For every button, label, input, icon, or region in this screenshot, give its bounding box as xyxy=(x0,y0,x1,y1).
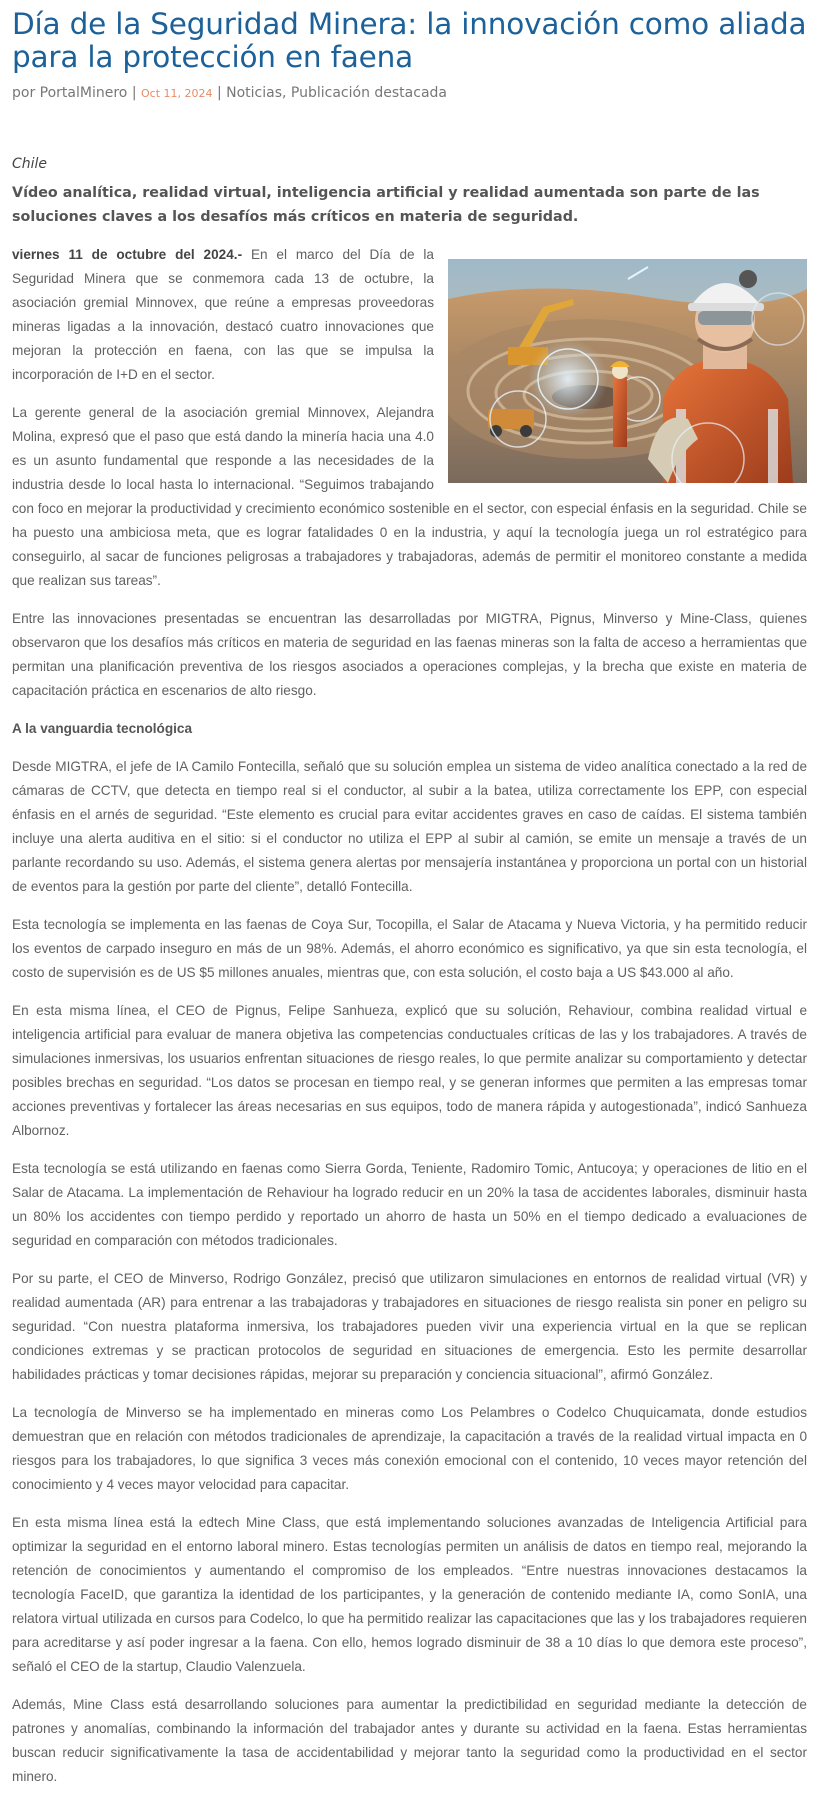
article-image xyxy=(448,259,807,483)
region-label: Chile xyxy=(12,156,48,172)
paragraph-1-text: En el marco del Día de la Seguridad Minera que se conmemora cada 13 de octubre, la asociación gremial Minnovex, que reúne a empresas proveedoras mineras ligadas a la innovación, destacó cuatro innovaciones que mejoran la protección en faena, con las que se impulsa la incorporación de I+D en el sector. xyxy=(12,247,434,382)
miner-vr-illustration xyxy=(448,259,807,483)
paragraph-5: Esta tecnología se implementa en las faenas de Coya Sur, Tocopilla, el Salar de Atacama y Nueva Victoria, y ha permitido reducir los eventos de carpado inseguro en más de un 98%. Además, el ahorro económico es significativo, ya que sin esta tecnología, el costo de supervisión es de US $5 millones anuales, mientras que, con esta solución, el costo baja a US $43.000 al año. xyxy=(12,917,807,980)
paragraph-8: Por su parte, el CEO de Minverso, Rodrigo González, precisó que utilizaron simulaciones en entornos de realidad virtual (VR) y realidad aumentada (AR) para entrenar a las trabajadoras y trabajadores en situaciones de riesgo realista sin poner en peligro su seguridad. “Con nuestra plataforma inmersiva, los trabajadores pueden vivir una experiencia virtual en la que se replican condiciones extremas y se practican protocolos de seguridad en situaciones de emergencia. Esto les permite desarrollar habilidades prácticas y tomar decisiones rápidas, mejorar su preparación y conciencia situacional”, afirmó González. xyxy=(12,1271,807,1382)
paragraph-3: Entre las innovaciones presentadas se encuentran las desarrolladas por MIGTRA, Pignus, Minverso y Mine-Class, quienes observaron que los desafíos más críticos en materia de seguridad en las faenas mineras son la falta de acceso a herramientas que permitan una planificación preventiva de los riesgos asociados a operaciones complejas, y la brecha que existe en materia de capacitación práctica en escenarios de alto riesgo. xyxy=(12,611,807,698)
paragraph-4: Desde MIGTRA, el jefe de IA Camilo Fontecilla, señaló que su solución emplea un sistema de video analítica conectado a la red de cámaras de CCTV, que detecta en tiempo real si el conductor, al subir a la batea, utiliza correctamente los EPP, con especial énfasis en el arnés de seguridad. “Este elemento es crucial para evitar accidentes graves en caso de caídas. El sistema también incluye una alerta auditiva en el sitio: si el conductor no utiliza el EPP al subir al camión, se emite un mensaje a través de un parlante recordando su uso. Además, el sistema genera alertas por mensajería instantánea y proporciona un portal con un historial de eventos para la gestión por parte del cliente”, detalló Fontecilla. xyxy=(12,759,807,894)
section-subheading: A la vanguardia tecnológica xyxy=(12,721,193,736)
article-page xyxy=(0,8,819,1789)
article-title: Día de la Seguridad Minera: la innovación como aliada para la protección en faena xyxy=(12,7,807,74)
paragraph-date: viernes 11 de octubre del 2024.- xyxy=(12,247,243,262)
paragraph-11: Además, Mine Class está desarrollando soluciones para aumentar la predictibilidad en seguridad mediante la detección de patrones y anomalías, combinando la información del trabajador antes y durante su actividad en la faena. Estas herramientas buscan reducir significativamente la tasa de accidentabilidad y mejorar tanto la seguridad como la productividad en el sector minero. xyxy=(12,1697,807,1784)
paragraph-6: En esta misma línea, el CEO de Pignus, Felipe Sanhueza, explicó que su solución, Rehaviour, combina realidad virtual e inteligencia artificial para evaluar de manera objetiva las competencias conductuales críticas de las y los trabajadores. A través de simulaciones inmersivas, los usuarios enfrentan situaciones de riesgo reales, lo que permite analizar su comportamiento y detectar posibles brechas en seguridad. “Los datos se procesan en tiempo real, y se generan informes que permiten a las empresas tomar acciones preventivas y fortalecer las áreas necesarias en sus equipos, todo de manera rápida y autogestionada”, indicó Sanhueza Albornoz. xyxy=(12,1003,807,1138)
by-label: por xyxy=(12,85,36,101)
paragraph-9: La tecnología de Minverso se ha implementado en mineras como Los Pelambres o Codelco Chuquicamata, donde estudios demuestran que en relación con métodos tradicionales de aprendizaje, la capacitación a través de la realidad virtual impacta en 0 riesgos para los trabajadores, lo que significa 3 veces más conexión emocional con el contenido, 10 veces mayor retención del conocimiento y 4 veces mayor velocidad para capacitar. xyxy=(12,1405,807,1492)
meta-separator: | xyxy=(216,85,222,101)
paragraph-2: La gerente general de la asociación gremial Minnovex, Alejandra Molina, expresó que el paso que está dando la minería hacia una 4.0 es un asunto fundamental que responde a las necesidades de la industria desde lo local hasta lo internacional. “Seguimos trabajando con foco en mejorar la productividad y crecimiento económico sostenible en el sector, con especial énfasis en la seguridad. Chile se ha puesto una ambiciosa meta, que es lograr fatalidades 0 en la industria, y aquí la tecnología juega un rol estratégico para conseguirlo, al sacar de funciones peligrosas a trabajadores y trabajadoras, además de permitir el monitoreo constante a medida que realizan sus tareas”. xyxy=(12,405,807,588)
article-lead: Vídeo analítica, realidad virtual, inteligencia artificial y realidad aumentada son parte de las soluciones claves a los desafíos más críticos en materia de seguridad. xyxy=(12,185,760,225)
article-meta xyxy=(12,84,807,103)
publish-date: Oct 11, 2024 xyxy=(141,87,213,100)
paragraph-7: Esta tecnología se está utilizando en faenas como Sierra Gorda, Teniente, Radomiro Tomic, Antucoya; y operaciones de litio en el Salar de Atacama. La implementación de Rehaviour ha logrado reducir en un 20% la tasa de accidentes laborales, disminuir hasta un 80% los accidentes con tiempo perdido y reportado un ahorro de hasta un 50% en el tiempo dedicado a evaluaciones de seguridad en comparación con métodos tradicionales. xyxy=(12,1161,807,1248)
meta-separator: | xyxy=(131,85,137,101)
author-link[interactable]: PortalMinero xyxy=(39,85,128,101)
category-links[interactable]: Noticias, Publicación destacada xyxy=(226,85,447,101)
article-body xyxy=(12,152,807,1789)
paragraph-10: En esta misma línea está la edtech Mine Class, que está implementando soluciones avanzadas de Inteligencia Artificial para optimizar la seguridad en el entorno laboral minero. Estas tecnologías permiten un análisis de datos en tiempo real, mejorando la retención de conocimientos y aumentando el compromiso de los empleados. “Entre nuestras innovaciones destacamos la tecnología FaceID, que garantiza la identidad de los participantes, y la generación de contenido mediante IA, como SonIA, una relatora virtual utilizada en cursos para Codelco, lo que ha permitido realizar las capacitaciones que las y los trabajadores requieren para acreditarse y así poder ingresar a la faena. Con ello, hemos logrado disminuir de 38 a 10 días lo que demora este proceso”, señaló el CEO de la startup, Claudio Valenzuela. xyxy=(12,1515,807,1674)
